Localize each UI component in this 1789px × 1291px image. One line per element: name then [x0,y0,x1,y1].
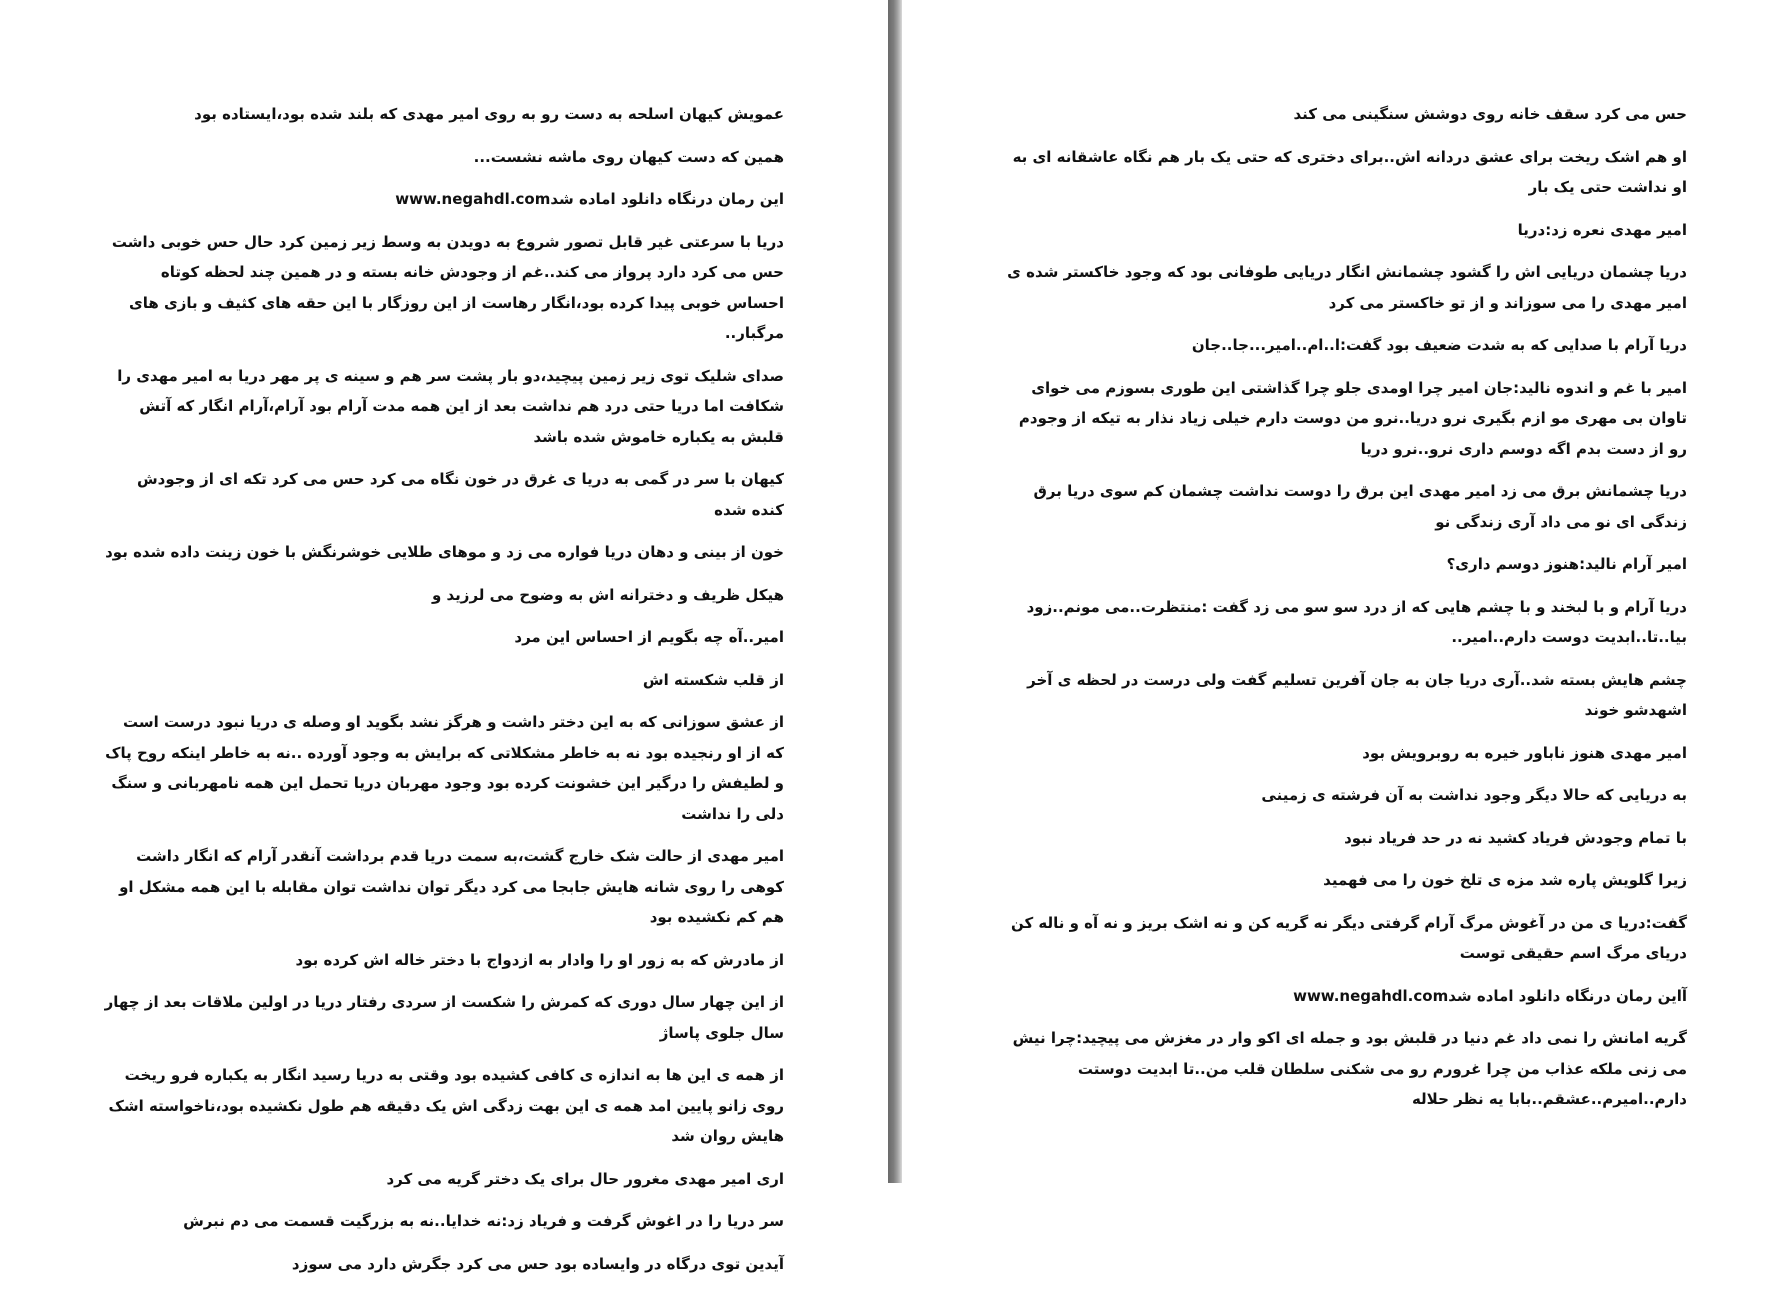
paragraph: امیر مهدی از حالت شک خارج گشت،به سمت دریا قدم برداشت آنقدر آرام که انگار داشت کوهی را روی شانه هایش جابجا می کرد دیگر توان نداشت توان مقابله با این همه مشکل او هم کم نکشیده بود [119,847,784,926]
paragraph: دریا آرام با صدایی که به شدت ضعیف بود گفت:ا..ام..امیر...جا..جان [1191,336,1687,354]
paragraph: از این چهار سال دوری که کمرش را شکست از سردی رفتار دریا در اولین ملاقات بعد از چهار سال جلوی پاساژ [104,993,784,1042]
page-left-text [104,99,784,1291]
paragraph: زیرا گلویش پاره شد مزه ی تلخ خون را می فهمید [1323,871,1687,889]
paragraph: هیکل ظریف و دخترانه اش به وضوح می لرزید و [431,585,784,604]
paragraph: با تمام وجودش فریاد کشید نه در حد فریاد نبود [1344,828,1687,847]
paragraph: به دریایی که حالا دیگر وجود نداشت به آن فرشته ی زمینی [1261,786,1687,804]
paragraph: صدای شلیک توی زیر زمین پیچید،دو بار پشت سر هم و سینه ی پر مهر دریا به امیر مهدی را شکافت اما دریا حتی درد هم نداشت بعد از این همه مدت آرام بود آرام،آرام انگار که آتش قلبش به یکباره خاموش شده باشد [117,366,784,446]
paragraph: همین که دست کیهان روی ماشه نشست... [473,147,784,166]
paragraph: اری امیر مهدی مغرور حال برای یک دختر گریه می کرد [386,1169,784,1188]
paragraph: از مادرش که به زور او را وادار به ازدواج با دختر خاله اش کرده بود [295,950,784,969]
paragraph: حس می کرد سقف خانه روی دوشش سنگینی می کند [1293,105,1687,123]
paragraph: امیر آرام نالید:هنوز دوسم داری؟ [1446,555,1687,573]
paragraph: دریا آرام و با لبخند و با چشم هایی که از درد سو سو می زد گفت :منتظرت..می مونم..زود بیا..تا..ابدیت دوست دارم..امیر.. [1026,597,1687,646]
paragraph: سر دریا را در اغوش گرفت و فریاد زد:نه خدایا..نه به بزرگیت قسمت می دم نبرش [183,1212,784,1230]
page-left [0,0,888,1273]
paragraph: از قلب شکسته اش [642,670,784,689]
paragraph: امیر مهدی هنوز ناباور خیره به روبرویش بود [1362,743,1687,762]
paragraph: چشم هایش بسته شد..آری دریا جان به جان آفرین تسلیم گفت ولی درست در لحظه ی آخر اشهدشو خوند [1027,670,1687,719]
paragraph: دریا با سرعتی غیر قابل تصور شروع به دویدن به وسط زیر زمین کرد حال حس خوبی داشت حس می کرد دارد پرواز می کند..غم از وجودش خانه بسته و در همین چند لحظه کوتاه احساس خوبی پیدا کرده بود،انگار رهاست از این روزگار با این حقه های کثیف و بازی های مرگبار.. [111,232,784,342]
paragraph: گریه امانش را نمی داد غم دنیا در قلبش بود و جمله ای اکو وار در مغزش می پیچید:چرا نیش می زنی ملکه عذاب من چرا غرورم رو می شکنی سلطان قلب من..تا ابدیت دوستت دارم..امیرم..عشقم..بابا یه نظر حلاله [1012,1029,1687,1108]
paragraph: امیر مهدی نعره زد:دریا [1517,220,1687,239]
paragraph: دریا چشمانش برق می زد امیر مهدی این برق را دوست نداشت چشمان کم سوی دریا برق زندگی ای نو می داد آری زندگی نو [1033,482,1687,531]
paragraph: گفت:دریا ی من در آغوش مرگ آرام گرفتی دیگر نه گریه کن و نه اشک بریز و نه آه و ناله کن دریای مرگ اسم حقیقی توست [1010,913,1687,962]
paragraph: از عشق سوزانی که به این دختر داشت و هرگز نشد بگوید او وصله ی دریا نبود درست است که از او رنجیده بود نه به خاطر مشکلاتی که برایش به وجود آورده ..نه به خاطر اینکه روح پاک و لطیفش را درگیر این خشونت کرده بود وجود مهربان دریا تحمل این همه نامهربانی و سنگ دلی را نداشت [105,713,784,823]
page-right [902,0,1789,1183]
paragraph: عمویش کیهان اسلحه به دست رو به روی امیر مهدی که بلند شده بود،ایستاده بود [194,105,784,123]
paragraph: این رمان درنگاه دانلود اماده شدwww.negahdl.com [395,190,784,208]
paragraph: او هم اشک ریخت برای عشق دردانه اش..برای دختری که حتی یک بار هم نگاه عاشقانه ای به او نداشت حتی یک بار [1012,147,1687,196]
paragraph: امیر..آه چه بگویم از احساس این مرد [514,628,784,646]
page-separator [888,0,902,1183]
paragraph: امیر با غم و اندوه نالید:جان امیر چرا اومدی جلو چرا گذاشتی این طوری بسوزم می خوای تاوان بی مهری مو ازم بگیری نرو دریا..نرو من دوست دارم خیلی زیاد نذار به تیکه از وجودم رو از دست بدم اگه دوسم داری نرو..نرو دریا [1018,378,1687,458]
paragraph: دریا چشمان دریایی اش را گشود چشمانش انگار دریایی طوفانی بود که وجود خاکستر شده ی امیر مهدی را می سوزاند و از تو خاکستر می کرد [1007,263,1687,312]
paragraph: خون از بینی و دهان دریا فواره می زد و موهای طلایی خوشرنگش با خون زینت داده شده بود [105,543,784,561]
page-right-text [997,99,1687,1127]
paragraph: آاین رمان درنگاه دانلود اماده شدwww.negahdl.com [1293,986,1687,1005]
paragraph: آیدین توی درگاه در وایساده بود حس می کرد جگرش دارد می سوزد [291,1254,784,1273]
paragraph: کیهان با سر در گمی به دریا ی غرق در خون نگاه می کرد حس می کرد تکه ای از وجودش کنده شده [136,470,784,519]
paragraph: از همه ی این ها به اندازه ی کافی کشیده بود وقتی به دریا رسید انگار به یکباره فرو ریخت روی زانو پایین امد همه ی این بهت زدگی اش یک دقیقه هم طول نکشیده بود،ناخواسته اشک هایش روان شد [108,1066,784,1145]
